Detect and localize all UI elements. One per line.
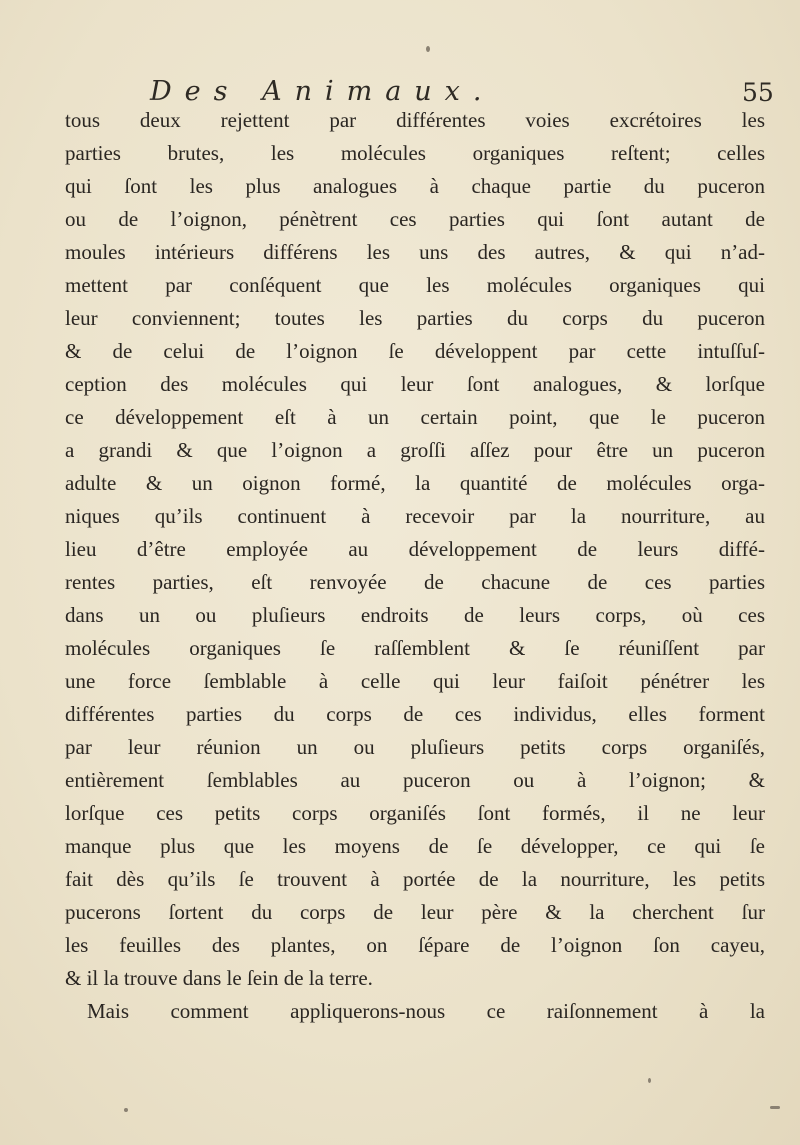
text-line: différentes parties du corps de ces individus, elles forment <box>65 702 765 726</box>
text-line: moules intérieurs différens les uns des autres, & qui n’ad- <box>65 240 765 264</box>
text-line: pucerons ſortent du corps de leur père & la cherchent ſur <box>65 900 765 924</box>
text-line: & il la trouve dans le ſein de la terre. <box>65 966 373 990</box>
text-line: par leur réunion un ou pluſieurs petits corps organiſés, <box>65 735 765 759</box>
text-line: parties brutes, les molécules organiques reſtent; celles <box>65 141 765 165</box>
text-line: les feuilles des plantes, on ſépare de l’oignon ſon cayeu, <box>65 933 765 957</box>
text-line: & de celui de l’oignon ſe développent par cette intuſſuſ- <box>65 339 765 363</box>
text-line: ception des molécules qui leur ſont analogues, & lorſque <box>65 372 765 396</box>
text-line: qui ſont les plus analogues à chaque partie du puceron <box>65 174 765 198</box>
page-number: 55 <box>742 78 774 107</box>
text-line: lorſque ces petits corps organiſés ſont formés, il ne leur <box>65 801 765 825</box>
text-line: molécules organiques ſe raſſemblent & ſe réuniſſent par <box>65 636 765 660</box>
text-line: une force ſemblable à celle qui leur faiſoit pénétrer les <box>65 669 765 693</box>
text-line: leur conviennent; toutes les parties du corps du puceron <box>65 306 765 330</box>
text-line: tous deux rejettent par différentes voies excrétoires les <box>65 108 765 132</box>
text-line: entièrement ſemblables au puceron ou à l’oignon; & <box>65 768 765 792</box>
text-line: niques qu’ils continuent à recevoir par la nourriture, au <box>65 504 765 528</box>
text-line: mettent par conſéquent que les molécules organiques qui <box>65 273 765 297</box>
text-line: a grandi & que l’oignon a groſſi aſſez pour être un puceron <box>65 438 765 462</box>
text-line: rentes parties, eſt renvoyée de chacune de ces parties <box>65 570 765 594</box>
text-line: Mais comment appliquerons-nous ce raiſonnement à la <box>87 999 765 1023</box>
text-line: adulte & un oignon formé, la quantité de molécules orga- <box>65 471 765 495</box>
text-line: fait dès qu’ils ſe trouvent à portée de la nourriture, les petits <box>65 867 765 891</box>
paper-speck <box>426 46 430 52</box>
paper-speck <box>124 1108 128 1112</box>
body-text <box>65 104 765 1028</box>
paper-speck <box>648 1078 651 1083</box>
paper-speck <box>770 1106 780 1109</box>
text-line: dans un ou pluſieurs endroits de leurs corps, où ces <box>65 603 765 627</box>
text-line: lieu d’être employée au développement de leurs diffé- <box>65 537 765 561</box>
text-line: ce développement eſt à un certain point, que le puceron <box>65 405 765 429</box>
text-line: ou de l’oignon, pénètrent ces parties qui ſont autant de <box>65 207 765 231</box>
text-line: manque plus que les moyens de ſe développer, ce qui ſe <box>65 834 765 858</box>
running-title: Des Animaux. <box>150 76 495 107</box>
